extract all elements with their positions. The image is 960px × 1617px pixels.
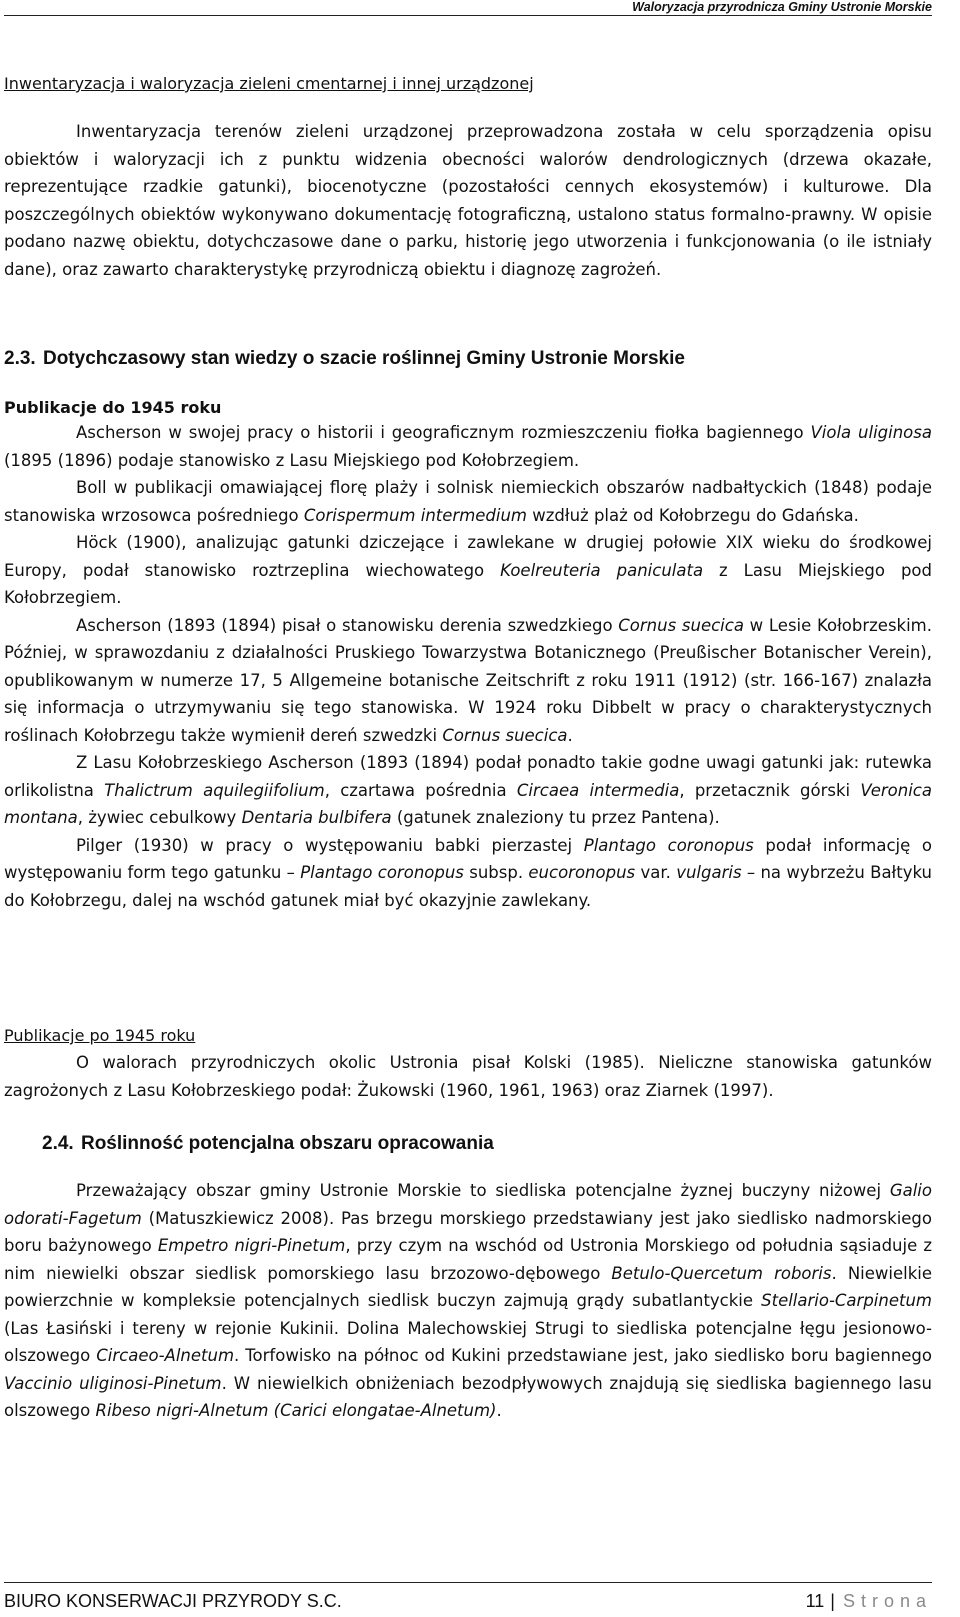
page-footer <box>4 1582 932 1613</box>
header-rule <box>4 15 932 16</box>
paragraph-post-1945: O walorach przyrodniczych okolic Ustronia pisał Kolski (1985). Nieliczne stanowiska gatunków zagrożonych z Lasu Kołobrzeskiego podał: Żukowski (1960, 1961, 1963) oraz Ziarnek (1997). <box>4 1053 932 1100</box>
section-number: 2.4. <box>42 1133 74 1154</box>
subheading-post-1945: Publikacje po 1945 roku <box>4 1026 196 1045</box>
paragraph-boll: Boll w publikacji omawiającej florę plaży i solnisk niemieckich obszarów nadbałtyckich (1848) podaje stanowiska wrzosowca pośredniego Corispermum intermedium wzdłuż plaż od Kołobrzegu do Gdańska. <box>4 478 932 525</box>
paragraph-ascherson-cornus: Ascherson (1893 (1894) pisał o stanowisku derenia szwedzkiego Cornus suecica w Lesie Kołobrzeskim. Później, w sprawozdaniu z działalności Pruskiego Towarzystwa Botanicznego (Preußischer Botanischer Verein), opublikowanym w numerze 17, 5 Allgemeine botanische Zeitschrift z roku 1911 (1912) (str. 166-167) znalazła się informacja o utrzymywaniu się tego stanowiska. W 1924 roku Dibbelt w pracy o charakterystycznych roślinach Kołobrzegu także wymienił dereń szwedzki Cornus suecica. <box>4 615 932 745</box>
section-title-green: Inwentaryzacja i waloryzacja zieleni cmentarnej i innej urządzonej <box>4 74 534 93</box>
footer-separator: | <box>830 1591 835 1611</box>
paragraph-pilger: Pilger (1930) w pracy o występowaniu babki pierzastej Plantago coronopus podał informację o występowaniu form tego gatunku – Plantago coronopus subsp. eucoronopus var. vulgaris – na wybrzeżu Bałtyku do Kołobrzegu, dalej na wschód gatunek miał być okazyjnie zawlekany. <box>4 835 933 910</box>
paragraph-green-description: Inwentaryzacja terenów zieleni urządzonej przeprowadzona została w celu sporządzenia opisu obiektów i waloryzacji ich z punktu widzenia obecności walorów dendrologicznych (drzewa okazałe, reprezentujące rzadkie gatunki), biocenotyczne (pozostałości cennych ekosystemów) i kulturowe. Dla poszczególnych obiektów wykonywano dokumentację fotograficzną, ustalono status formalno-prawny. W opisie podano nazwę obiektu, dotychczasowe dane o parku, historię jego utworzenia i funkcjonowania (o ile istniały dane), oraz zawarto charakterystykę przyrodniczą obiektu i diagnozę zagrożeń. <box>4 122 932 279</box>
footer-page-info <box>806 1591 932 1612</box>
paragraph-ascherson-species: Z Lasu Kołobrzeskiego Ascherson (1893 (1894) podał ponadto takie godne uwagi gatunki jak: rutewka orlikolistna Thalictrum aquilegiifolium, czartawa pośrednia Circaea intermedia, przetacznik górski Veronica montana, żywiec cebulkowy Dentaria bulbifera (gatunek znaleziony tu przez Pantena). <box>4 753 932 827</box>
footer-strona: Strona <box>842 1591 932 1611</box>
section-heading-2-4 <box>42 1131 932 1157</box>
section-number: 2.3. <box>4 348 36 369</box>
running-header: Waloryzacja przyrodnicza Gminy Ustronie Morskie <box>632 0 932 14</box>
paragraph-ascherson-viola: Ascherson w swojej pracy o historii i geograficznym rozmieszczeniu fiołka bagiennego Viola uliginosa (1895 (1896) podaje stanowisko z Lasu Miejskiego pod Kołobrzegiem. <box>4 423 932 470</box>
paragraph-potential-vegetation: Przeważający obszar gminy Ustronie Morskie to siedliska potencjalne żyznej buczyny niżowej Galio odorati-Fagetum (Matuszkiewicz 2008). Pas brzegu morskiego przedstawiany jest jako siedlisko nadmorskiego boru bażynowego Empetro nigri-Pinetum, przy czym na wschód od Ustronia Morskiego od południa sąsiaduje z nim niewielki obszar siedlisk pomorskiego lasu brzozowo-dębowego Betulo-Quercetum roboris. Niewielkie powierzchnie w kompleksie potencjalnych siedlisk buczyn zajmują grądy subatlantyckie Stellario-Carpinetum (Las Łasiński i tereny w rejonie Kukinii. Dolina Malechowskiej Strugi to siedliska potencjalne łęgu jesionowo-olszowego Circaeo-Alnetum. Torfowisko na północ od Kukini przedstawiane jest, jako siedlisko boru bagiennego Vaccinio uliginosi-Pinetum. W niewielkich obniżeniach bezodpływowych znajdują się siedliska bagiennego lasu olszowego Ribeso nigri-Alnetum (Carici elongatae-Alnetum). <box>4 1181 933 1420</box>
subheading-pre-1945: Publikacje do 1945 roku <box>4 398 222 417</box>
section-title: Roślinność potencjalna obszaru opracowania <box>80 1133 494 1154</box>
section-heading-2-3 <box>4 346 932 372</box>
section-title: Dotychczasowy stan wiedzy o szacie roślinnej Gminy Ustronie Morskie <box>42 348 685 369</box>
paragraph-hock: Höck (1900), analizując gatunki dziczejące i zawlekane w drugiej połowie XIX wieku do środkowej Europy, podał stanowisko roztrzeplina wiechowatego Koelreuteria paniculata z Lasu Miejskiego pod Kołobrzegiem. <box>4 533 932 607</box>
page-number: 11 <box>805 1591 825 1611</box>
footer-company: BIURO KONSERWACJI PRZYRODY S.C. <box>4 1591 342 1611</box>
